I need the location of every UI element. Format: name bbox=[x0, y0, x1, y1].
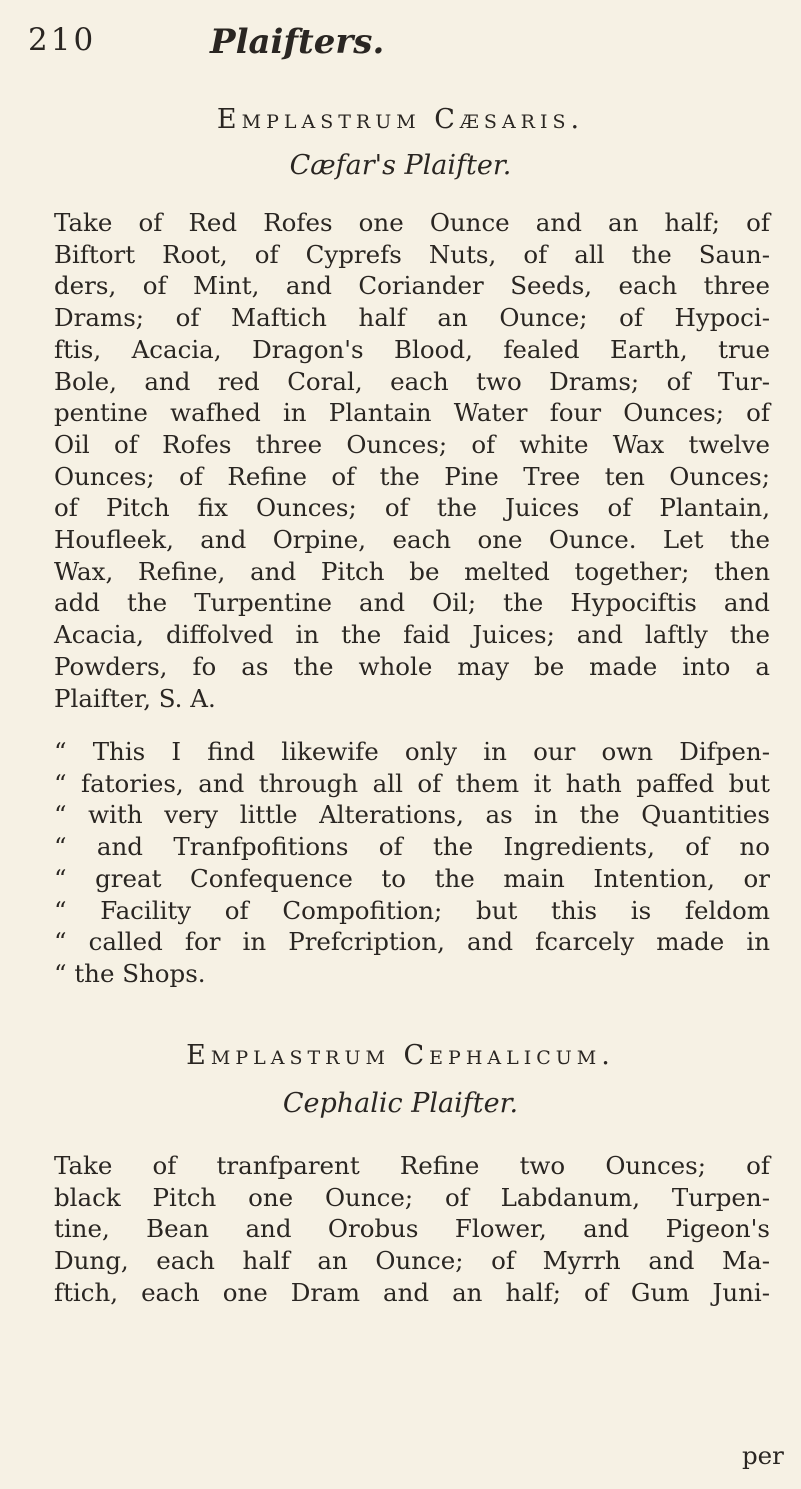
text-line: Houfleek, and Orpine, each one Ounce. Let the bbox=[54, 525, 770, 555]
text-line: “ This I find likewife only in our own Difpen- bbox=[54, 737, 770, 766]
recipe-paragraph-caesaris bbox=[54, 207, 770, 714]
text-line: “ great Confequence to the main Intention, or bbox=[54, 863, 770, 893]
text-line: “ Facility of Compofition; but this is feldom bbox=[54, 895, 770, 925]
text-line: ftis, Acacia, Dragon's Blood, fealed Earth, true bbox=[54, 334, 770, 364]
text-line: black Pitch one Ounce; of Labdanum, Turpen- bbox=[54, 1182, 770, 1212]
page-header bbox=[28, 22, 768, 70]
section-subheading-cephalicum: Cephalic Plaifter. bbox=[282, 1088, 519, 1119]
text-line: “ with very little Alterations, as in the Quantities bbox=[54, 800, 770, 830]
text-line: of Pitch fix Ounces; of the Juices of Plantain, bbox=[54, 493, 770, 523]
text-line: “ and Tranfpofitions of the Ingredients, of no bbox=[54, 832, 770, 862]
text-line: Biftort Root, of Cyprefs Nuts, of all the Saun- bbox=[54, 239, 770, 269]
text-line: Take of Red Rofes one Ounce and an half; of bbox=[54, 208, 770, 237]
text-line: Powders, fo as the whole may be made into a bbox=[54, 651, 770, 681]
text-line: Take of tranfparent Refine two Ounces; of bbox=[54, 1151, 770, 1180]
text-line: add the Turpentine and Oil; the Hypociftis and bbox=[54, 588, 770, 618]
recipe-paragraph-cephalicum bbox=[54, 1150, 770, 1309]
commentary-paragraph bbox=[54, 736, 770, 990]
text-line: Oil of Rofes three Ounces; of white Wax twelve bbox=[54, 429, 770, 459]
text-line: Wax, Refine, and Pitch be melted together; then bbox=[54, 556, 770, 586]
section-heading-caesaris: Emplastrum Cæsaris. bbox=[216, 104, 585, 135]
text-line: Plaifter, S. A. bbox=[54, 683, 216, 713]
text-line: Acacia, diffolved in the faid Juices; and laftly the bbox=[54, 620, 770, 650]
text-line: ders, of Mint, and Coriander Seeds, each three bbox=[54, 271, 770, 301]
text-line: Bole, and red Coral, each two Drams; of Tur- bbox=[54, 366, 770, 396]
text-line: Dung, each half an Ounce; of Myrrh and Ma- bbox=[54, 1246, 770, 1276]
text-line: tine, Bean and Orobus Flower, and Pigeon's bbox=[54, 1214, 770, 1244]
text-line: Drams; of Maftich half an Ounce; of Hypoci- bbox=[54, 303, 770, 333]
section-heading-cephalicum: Emplastrum Cephalicum. bbox=[186, 1040, 615, 1071]
running-title: Plaifters. bbox=[210, 22, 385, 62]
section-subheading-caesaris: Cæfar's Plaifter. bbox=[289, 150, 512, 181]
text-line: pentine wafhed in Plantain Water four Ounces; of bbox=[54, 398, 770, 428]
page-number: 210 bbox=[28, 22, 97, 58]
text-line: “ fatories, and through all of them it hath paffed but bbox=[54, 768, 770, 798]
text-line: ftich, each one Dram and an half; of Gum Juni- bbox=[54, 1277, 770, 1307]
text-line: “ the Shops. bbox=[54, 958, 206, 988]
catchword: per bbox=[742, 1441, 784, 1470]
text-line: Ounces; of Refine of the Pine Tree ten Ounces; bbox=[54, 461, 770, 491]
text-line: “ called for in Prefcription, and fcarcely made in bbox=[54, 927, 770, 957]
